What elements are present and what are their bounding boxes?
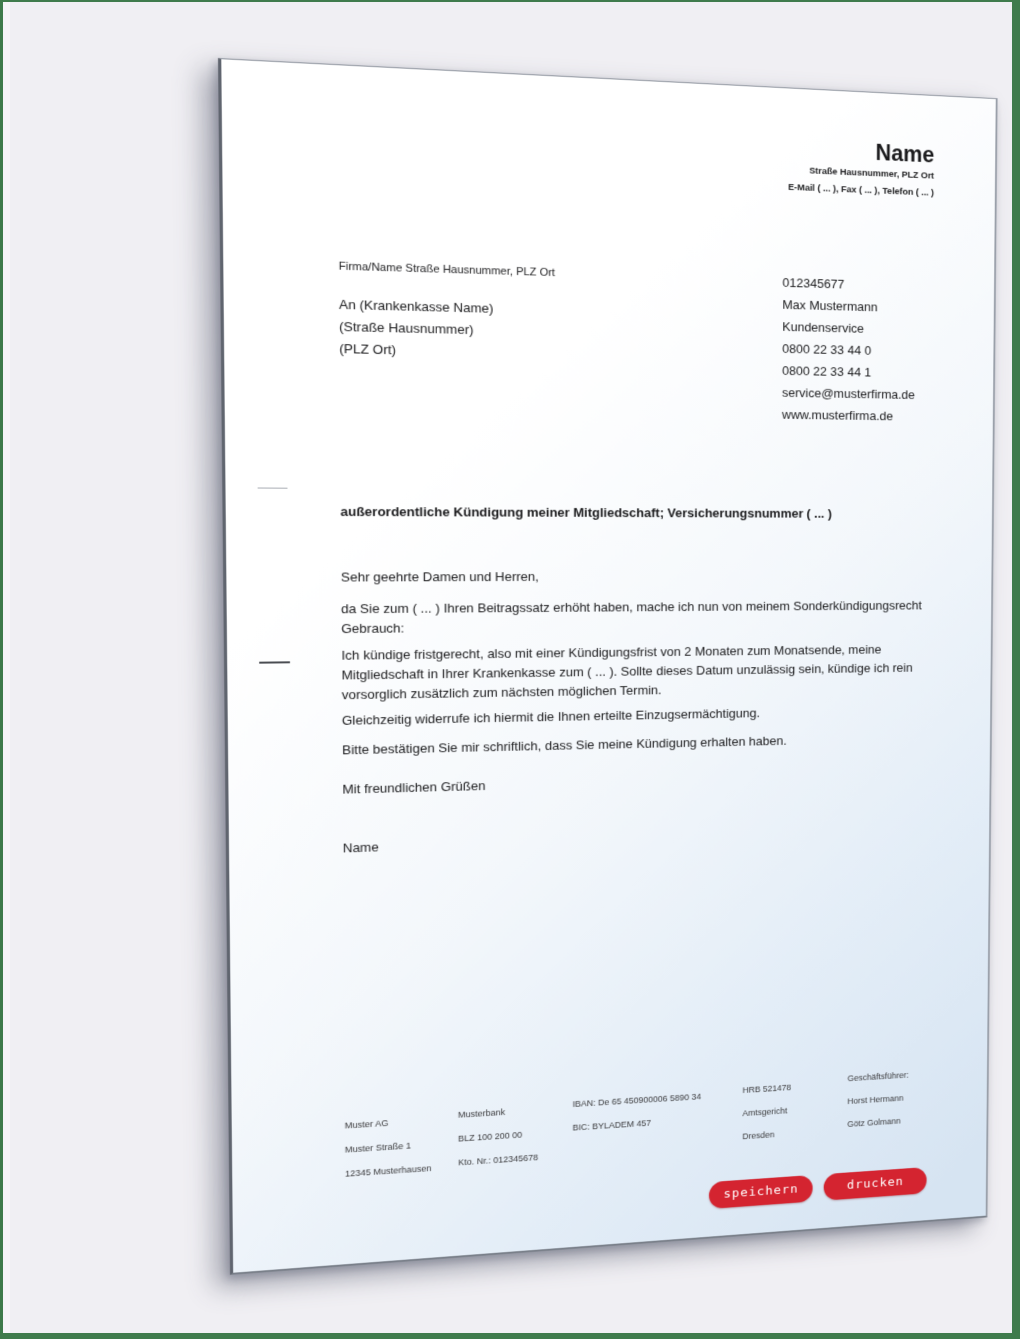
info-line-fax: 0800 22 33 44 1 <box>782 363 872 380</box>
footer-column-bank <box>458 1099 538 1175</box>
signature-name: Name <box>342 839 379 856</box>
frame-border-bottom <box>0 1333 1020 1339</box>
body-paragraph: da Sie zum ( ... ) Ihren Beitragssatz erhöht haben, mache ich nun von meinem Sonderkündigungsrecht Gebrauch: <box>341 598 922 636</box>
footer-line: Muster Straße 1 <box>344 1140 412 1155</box>
frame-border-top <box>0 0 1020 2</box>
body-paragraph: Bitte bestätigen Sie mir schriftlich, dass Sie meine Kündigung erhalten haben. <box>342 733 787 758</box>
body-paragraph: Gleichzeitig widerrufe ich hiermit die Ihnen erteilte Einzugsermächtigung. <box>341 705 761 728</box>
letterhead-contact: E-Mail ( ... ), Fax ( ... ), Telefon ( ... ) <box>788 182 935 199</box>
info-line-department: Kundenservice <box>782 319 864 336</box>
footer-line: BIC: BYLADEM 457 <box>572 1118 652 1133</box>
letterhead-name: Name <box>875 139 935 168</box>
footer-line: 12345 Musterhausen <box>345 1163 432 1179</box>
footer-line: Muster AG <box>344 1118 389 1131</box>
save-button[interactable]: speichern <box>709 1175 813 1209</box>
salutation: Sehr geehrte Damen und Herren, <box>340 569 539 585</box>
recipient-block <box>339 294 494 363</box>
letterhead <box>788 135 934 202</box>
frame-border-right <box>1012 0 1020 1339</box>
info-line-name: Max Mustermann <box>782 297 878 315</box>
footer-column-register <box>742 1076 791 1148</box>
letter-body <box>341 567 944 859</box>
fold-mark-top <box>258 488 288 489</box>
recipient-line: An (Krankenkasse Name) <box>338 296 494 316</box>
subject-line: außerordentliche Kündigung meiner Mitgliedschaft; Versicherungsnummer ( ... ) <box>340 503 832 521</box>
info-line-phone: 0800 22 33 44 0 <box>782 341 872 358</box>
sender-return-address: Firma/Name Straße Hausnummer, PLZ Ort <box>338 260 556 280</box>
body-paragraph: Ich kündige fristgerecht, also mit einer Kündigungsfrist von 2 Monaten zum Monatsende, meine Mitgliedschaft in Ihrer Krankenkasse zum ( ... ). Sollte dieses Datum unzulässig sein, kündige ich rein vorsorglich zusätzlich zum nächsten möglichen Termin. <box>341 642 913 703</box>
footer-column-company <box>345 1109 432 1187</box>
footer-line: BLZ 100 200 00 <box>458 1129 523 1144</box>
footer-line: Götz Golmann <box>847 1116 901 1129</box>
footer-line: Horst Hermann <box>847 1093 904 1106</box>
footer-line: Dresden <box>742 1129 775 1142</box>
footer-line: Amtsgericht <box>742 1105 788 1118</box>
footer-line: HRB 521478 <box>742 1082 792 1095</box>
footer-line: IBAN: De 65 450900006 5890 34 <box>572 1091 702 1109</box>
frame-border-left <box>0 0 3 1339</box>
footer-column-directors <box>847 1064 909 1136</box>
background-strip <box>3 0 10 1339</box>
recipient-line: (Straße Hausnummer) <box>339 318 474 338</box>
footer-column-iban <box>573 1085 702 1140</box>
info-line-email: service@musterfirma.de <box>782 385 915 402</box>
print-button[interactable]: drucken <box>824 1167 927 1201</box>
contact-info-block <box>782 271 916 427</box>
info-line-website: www.musterfirma.de <box>781 407 894 424</box>
footer-line: Musterbank <box>457 1107 506 1120</box>
recipient-line: (PLZ Ort) <box>339 341 397 358</box>
letterhead-address: Straße Hausnummer, PLZ Ort <box>809 165 935 182</box>
fold-mark-bottom <box>259 661 290 663</box>
letter-page <box>218 58 998 1275</box>
closing-formula: Mit freundlichen Grüßen <box>342 778 486 797</box>
footer-line: Geschäftsführer: <box>847 1070 909 1084</box>
info-line-number: 012345677 <box>782 275 845 292</box>
footer-line: Kto. Nr.: 012345678 <box>458 1152 539 1168</box>
